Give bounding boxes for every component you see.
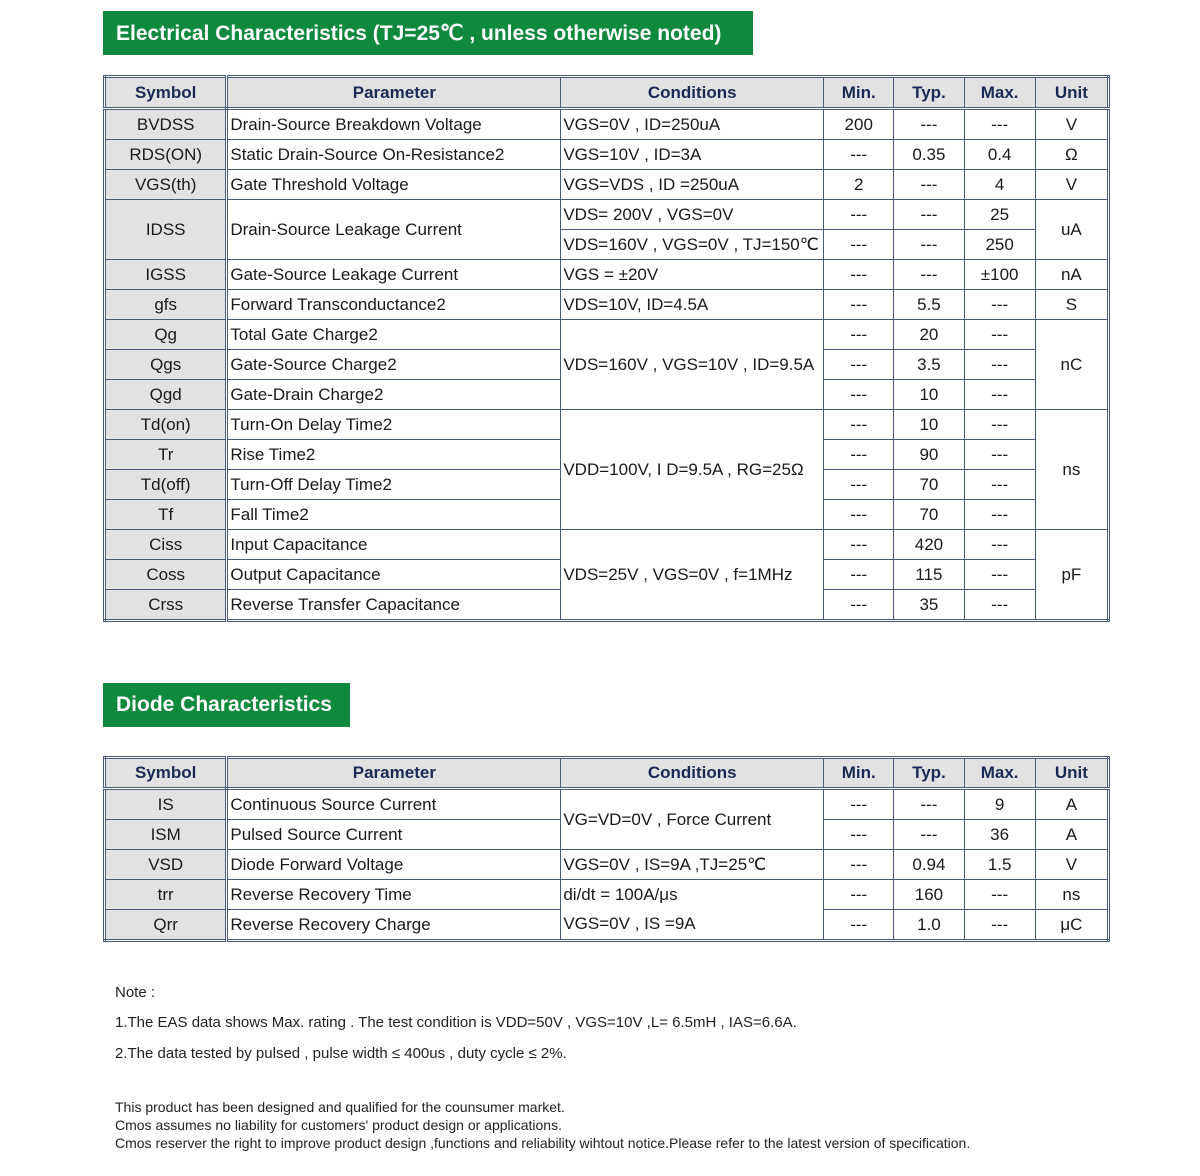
typ-cell: --- — [894, 170, 964, 200]
parameter-cell: Gate-Drain Charge2 — [227, 380, 561, 410]
parameter-cell: Gate-Source Charge2 — [227, 350, 561, 380]
min-cell: --- — [824, 910, 894, 941]
max-cell: 36 — [964, 820, 1035, 850]
header-parameter: Parameter — [227, 77, 561, 109]
table-row — [105, 200, 1109, 230]
note-heading: Note : — [115, 984, 156, 1001]
typ-cell: 10 — [894, 380, 964, 410]
symbol-cell: Tf — [105, 500, 227, 530]
max-cell: --- — [964, 380, 1035, 410]
max-cell: --- — [964, 560, 1035, 590]
typ-cell: --- — [894, 260, 964, 290]
min-cell: --- — [824, 880, 894, 910]
symbol-cell: Qg — [105, 320, 227, 350]
conditions-cell: VGS=0V , IS=9A ,TJ=25℃ — [561, 850, 824, 880]
conditions-cell: VG=VD=0V , Force Current — [561, 789, 824, 850]
max-cell: --- — [964, 470, 1035, 500]
header-typ: Typ. — [894, 77, 964, 109]
typ-cell: 90 — [894, 440, 964, 470]
unit-cell: S — [1035, 290, 1108, 320]
table-row — [105, 410, 1109, 440]
header-symbol: Symbol — [105, 758, 227, 789]
parameter-cell: Reverse Recovery Time — [227, 880, 561, 910]
parameter-cell: Static Drain-Source On-Resistance2 — [227, 140, 561, 170]
typ-cell: 0.35 — [894, 140, 964, 170]
symbol-cell: VSD — [105, 850, 227, 880]
symbol-cell: VGS(th) — [105, 170, 227, 200]
electrical-characteristics-title: Electrical Characteristics (TJ=25℃ , unless otherwise noted) — [103, 11, 753, 55]
max-cell: 9 — [964, 789, 1035, 820]
parameter-cell: Drain-Source Breakdown Voltage — [227, 109, 561, 140]
parameter-cell: Rise Time2 — [227, 440, 561, 470]
table-row — [105, 140, 1109, 170]
symbol-cell: Coss — [105, 560, 227, 590]
typ-cell: --- — [894, 109, 964, 140]
max-cell: 4 — [964, 170, 1035, 200]
typ-cell: 20 — [894, 320, 964, 350]
min-cell: --- — [824, 789, 894, 820]
header-max: Max. — [964, 758, 1035, 789]
min-cell: --- — [824, 200, 894, 230]
parameter-cell: Pulsed Source Current — [227, 820, 561, 850]
header-typ: Typ. — [894, 758, 964, 789]
parameter-cell: Fall Time2 — [227, 500, 561, 530]
header-parameter: Parameter — [227, 758, 561, 789]
max-cell: 1.5 — [964, 850, 1035, 880]
min-cell: --- — [824, 560, 894, 590]
min-cell: --- — [824, 290, 894, 320]
table-row — [105, 170, 1109, 200]
typ-cell: 3.5 — [894, 350, 964, 380]
symbol-cell: gfs — [105, 290, 227, 320]
max-cell: 25 — [964, 200, 1035, 230]
conditions-cell: VGS=VDS , ID =250uA — [561, 170, 824, 200]
max-cell: --- — [964, 290, 1035, 320]
conditions-cell: VGS = ±20V — [561, 260, 824, 290]
parameter-cell: Input Capacitance — [227, 530, 561, 560]
typ-cell: 1.0 — [894, 910, 964, 941]
min-cell: 200 — [824, 109, 894, 140]
conditions-cell: VDS=25V , VGS=0V , f=1MHz — [561, 530, 824, 621]
max-cell: 0.4 — [964, 140, 1035, 170]
disclaimer-line: This product has been designed and qualified for the counsumer market. — [115, 1099, 565, 1115]
max-cell: 250 — [964, 230, 1035, 260]
symbol-cell: Qrr — [105, 910, 227, 941]
unit-cell: nC — [1035, 320, 1108, 410]
unit-cell: V — [1035, 850, 1108, 880]
typ-cell: --- — [894, 789, 964, 820]
disclaimer-line: Cmos reserver the right to improve product design ,functions and reliability wihtout notice.Please refer to the latest version of specification. — [115, 1135, 971, 1151]
conditions-cell: VGS=0V , IS =9A — [561, 910, 824, 941]
header-min: Min. — [824, 77, 894, 109]
unit-cell: A — [1035, 789, 1108, 820]
typ-cell: --- — [894, 230, 964, 260]
typ-cell: 10 — [894, 410, 964, 440]
max-cell: --- — [964, 320, 1035, 350]
conditions-cell: VDS= 200V , VGS=0V — [561, 200, 824, 230]
unit-cell: Ω — [1035, 140, 1108, 170]
max-cell: --- — [964, 440, 1035, 470]
typ-cell: 115 — [894, 560, 964, 590]
header-conditions: Conditions — [561, 77, 824, 109]
conditions-cell: VDS=160V , VGS=0V , TJ=150℃ — [561, 230, 824, 260]
unit-cell: pF — [1035, 530, 1108, 621]
max-cell: --- — [964, 590, 1035, 621]
conditions-cell: VDS=160V , VGS=10V , ID=9.5A — [561, 320, 824, 410]
typ-cell: --- — [894, 200, 964, 230]
disclaimer-line: Cmos assumes no liability for customers' product design or applications. — [115, 1117, 562, 1133]
unit-cell: V — [1035, 109, 1108, 140]
parameter-cell: Total Gate Charge2 — [227, 320, 561, 350]
conditions-cell: VGS=0V , ID=250uA — [561, 109, 824, 140]
table-row — [105, 530, 1109, 560]
conditions-cell: VDS=10V, ID=4.5A — [561, 290, 824, 320]
parameter-cell: Continuous Source Current — [227, 789, 561, 820]
min-cell: --- — [824, 470, 894, 500]
symbol-cell: IS — [105, 789, 227, 820]
min-cell: --- — [824, 410, 894, 440]
max-cell: --- — [964, 880, 1035, 910]
symbol-cell: ISM — [105, 820, 227, 850]
conditions-cell: VGS=10V , ID=3A — [561, 140, 824, 170]
min-cell: --- — [824, 500, 894, 530]
parameter-cell: Reverse Recovery Charge — [227, 910, 561, 941]
max-cell: --- — [964, 910, 1035, 941]
table-row — [105, 320, 1109, 350]
conditions-cell: di/dt = 100A/μs — [561, 880, 824, 910]
header-unit: Unit — [1035, 758, 1108, 789]
unit-cell: uA — [1035, 200, 1108, 260]
header-symbol: Symbol — [105, 77, 227, 109]
symbol-cell: RDS(ON) — [105, 140, 227, 170]
conditions-cell: VDD=100V, I D=9.5A , RG=25Ω — [561, 410, 824, 530]
min-cell: --- — [824, 590, 894, 621]
table-row — [105, 290, 1109, 320]
parameter-cell: Reverse Transfer Capacitance — [227, 590, 561, 621]
parameter-cell: Diode Forward Voltage — [227, 850, 561, 880]
unit-cell: μC — [1035, 910, 1108, 941]
parameter-cell: Output Capacitance — [227, 560, 561, 590]
symbol-cell: Qgs — [105, 350, 227, 380]
typ-cell: 35 — [894, 590, 964, 621]
table-row — [105, 850, 1109, 880]
max-cell: ±100 — [964, 260, 1035, 290]
symbol-cell: IGSS — [105, 260, 227, 290]
diode-characteristics-title: Diode Characteristics — [103, 683, 350, 727]
typ-cell: 160 — [894, 880, 964, 910]
max-cell: --- — [964, 530, 1035, 560]
header-conditions: Conditions — [561, 758, 824, 789]
diode-characteristics-table — [103, 756, 1110, 942]
typ-cell: 70 — [894, 500, 964, 530]
unit-cell: nA — [1035, 260, 1108, 290]
header-min: Min. — [824, 758, 894, 789]
parameter-cell: Turn-On Delay Time2 — [227, 410, 561, 440]
symbol-cell: Crss — [105, 590, 227, 621]
max-cell: --- — [964, 410, 1035, 440]
min-cell: --- — [824, 820, 894, 850]
note-item: 1.The EAS data shows Max. rating . The test condition is VDD=50V , VGS=10V ,L= 6.5mH , IAS=6.6A. — [115, 1014, 797, 1031]
unit-cell: V — [1035, 170, 1108, 200]
symbol-cell: Ciss — [105, 530, 227, 560]
note-item: 2.The data tested by pulsed , pulse width ≤ 400us , duty cycle ≤ 2%. — [115, 1045, 567, 1062]
min-cell: --- — [824, 380, 894, 410]
parameter-cell: Gate-Source Leakage Current — [227, 260, 561, 290]
table-header-row — [105, 77, 1109, 109]
min-cell: --- — [824, 260, 894, 290]
table-row — [105, 260, 1109, 290]
min-cell: 2 — [824, 170, 894, 200]
max-cell: --- — [964, 500, 1035, 530]
typ-cell: 0.94 — [894, 850, 964, 880]
table-row — [105, 789, 1109, 820]
table-row — [105, 910, 1109, 941]
parameter-cell: Drain-Source Leakage Current — [227, 200, 561, 260]
unit-cell: ns — [1035, 410, 1108, 530]
symbol-cell: BVDSS — [105, 109, 227, 140]
typ-cell: 420 — [894, 530, 964, 560]
min-cell: --- — [824, 320, 894, 350]
symbol-cell: Td(off) — [105, 470, 227, 500]
symbol-cell: IDSS — [105, 200, 227, 260]
min-cell: --- — [824, 230, 894, 260]
parameter-cell: Forward Transconductance2 — [227, 290, 561, 320]
typ-cell: --- — [894, 820, 964, 850]
max-cell: --- — [964, 350, 1035, 380]
min-cell: --- — [824, 140, 894, 170]
symbol-cell: trr — [105, 880, 227, 910]
typ-cell: 70 — [894, 470, 964, 500]
table-row — [105, 109, 1109, 140]
typ-cell: 5.5 — [894, 290, 964, 320]
min-cell: --- — [824, 530, 894, 560]
min-cell: --- — [824, 850, 894, 880]
unit-cell: ns — [1035, 880, 1108, 910]
header-max: Max. — [964, 77, 1035, 109]
header-unit: Unit — [1035, 77, 1108, 109]
unit-cell: A — [1035, 820, 1108, 850]
parameter-cell: Gate Threshold Voltage — [227, 170, 561, 200]
parameter-cell: Turn-Off Delay Time2 — [227, 470, 561, 500]
min-cell: --- — [824, 440, 894, 470]
table-header-row — [105, 758, 1109, 789]
symbol-cell: Tr — [105, 440, 227, 470]
min-cell: --- — [824, 350, 894, 380]
symbol-cell: Td(on) — [105, 410, 227, 440]
table-row — [105, 880, 1109, 910]
electrical-characteristics-table — [103, 75, 1110, 622]
max-cell: --- — [964, 109, 1035, 140]
symbol-cell: Qgd — [105, 380, 227, 410]
